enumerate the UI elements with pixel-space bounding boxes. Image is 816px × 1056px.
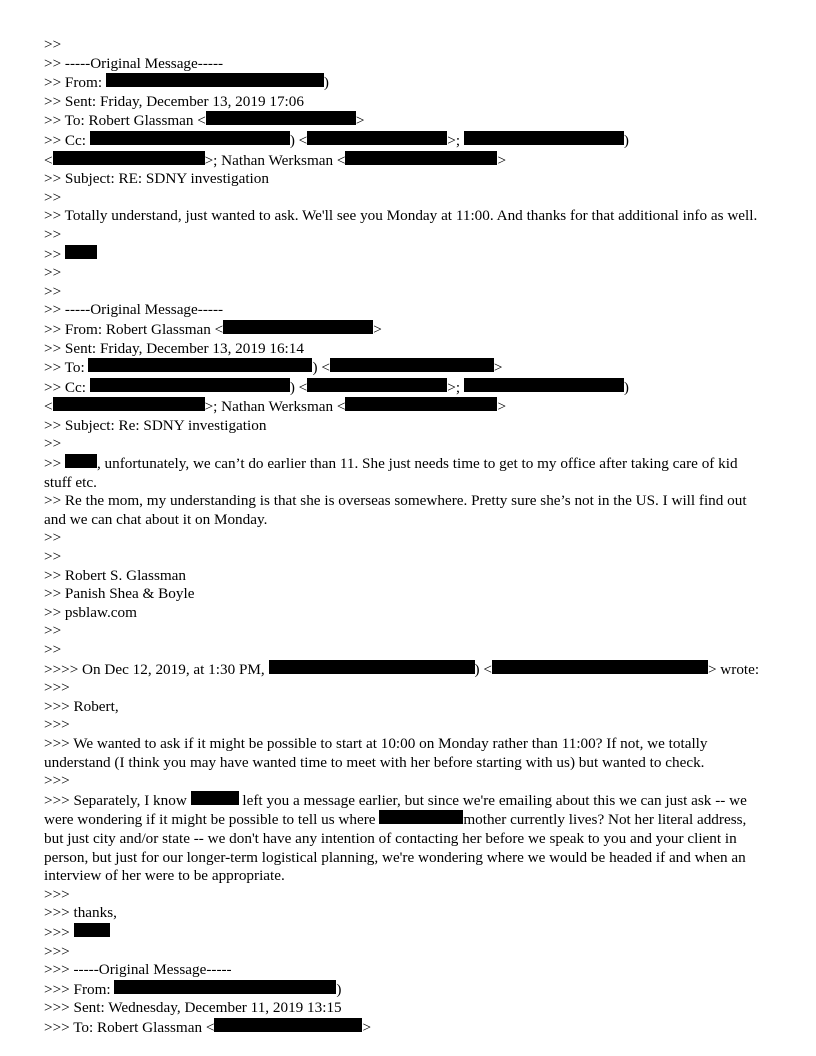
line-text: ) bbox=[336, 980, 342, 998]
line-text: >> bbox=[44, 225, 62, 243]
line-text: , unfortunately, we can’t do earlier than 11. She just needs time to get to my office after taking care of kid stuff etc. bbox=[44, 455, 742, 491]
line-text: >> To: bbox=[44, 359, 89, 377]
line-text: >>> From: bbox=[44, 980, 115, 998]
line-text: ) bbox=[323, 74, 329, 92]
document-line bbox=[44, 358, 768, 378]
document-line bbox=[44, 698, 768, 717]
document-line bbox=[44, 151, 768, 171]
line-text: ) bbox=[623, 378, 629, 396]
document-line bbox=[44, 716, 768, 735]
line-text: >>>> On Dec 12, 2019, at 1:30 PM, bbox=[44, 660, 269, 678]
document-line bbox=[44, 36, 768, 55]
line-text: >>> thanks, bbox=[44, 904, 117, 922]
document-line bbox=[44, 170, 768, 189]
document-line bbox=[44, 111, 768, 131]
line-text: >> bbox=[44, 282, 62, 300]
line-text: >; Nathan Werksman < bbox=[204, 151, 346, 169]
document-line bbox=[44, 492, 768, 529]
line-text: mother currently lives? Not her literal address, but just city and/or state -- we don't have any intention of contacting her before we speak to you and your client in person, but just for our longer-term logistical planning, we're wondering where we would be headed if and when an interview of her were to be appropriate. bbox=[44, 811, 751, 885]
line-text: >> psblaw.com bbox=[44, 603, 137, 621]
document-line bbox=[44, 264, 768, 283]
document-line bbox=[44, 93, 768, 112]
line-text: >>> bbox=[44, 923, 74, 941]
line-text: < bbox=[44, 151, 53, 169]
redaction-box bbox=[492, 660, 708, 674]
redaction-box bbox=[307, 378, 447, 392]
document-line bbox=[44, 791, 768, 886]
document-line bbox=[44, 283, 768, 302]
redaction-box bbox=[65, 454, 97, 468]
redaction-box bbox=[90, 131, 290, 145]
redaction-box bbox=[307, 131, 447, 145]
line-text: ) < bbox=[289, 131, 308, 149]
document-line bbox=[44, 679, 768, 698]
redaction-box bbox=[74, 923, 110, 937]
document-line bbox=[44, 529, 768, 548]
redaction-box bbox=[223, 320, 373, 334]
document-line bbox=[44, 1018, 768, 1038]
line-text: >>> To: Robert Glassman < bbox=[44, 1018, 215, 1036]
document-line bbox=[44, 73, 768, 93]
document-line bbox=[44, 55, 768, 74]
redaction-box bbox=[464, 131, 624, 145]
line-text: >> bbox=[44, 455, 65, 473]
redaction-box bbox=[214, 1018, 362, 1032]
document-line bbox=[44, 320, 768, 340]
line-text: > wrote: bbox=[707, 660, 760, 678]
redaction-box bbox=[379, 810, 463, 824]
line-text: ) < bbox=[312, 359, 330, 377]
line-text: >>> bbox=[44, 942, 70, 960]
line-text: >> bbox=[44, 245, 65, 263]
line-text: > bbox=[362, 1018, 372, 1036]
document-line bbox=[44, 585, 768, 604]
line-text: >> Cc: bbox=[44, 131, 90, 149]
line-text: >> Re the mom, my understanding is that she is overseas somewhere. Pretty sure she’s not in the US. I will find out and we can chat about it on Monday. bbox=[44, 492, 751, 528]
document-line bbox=[44, 735, 768, 772]
document-line bbox=[44, 226, 768, 245]
line-text: > bbox=[493, 359, 503, 377]
line-text: >> -----Original Message----- bbox=[44, 54, 224, 72]
line-text: >> To: Robert Glassman < bbox=[44, 112, 206, 130]
line-text: >> Subject: Re: SDNY investigation bbox=[44, 416, 267, 434]
line-text: >>> Robert, bbox=[44, 697, 119, 715]
document-line bbox=[44, 207, 768, 226]
line-text: >; bbox=[447, 131, 464, 149]
line-text: >>> We wanted to ask if it might be possible to start at 10:00 on Monday rather than 11:00? If not, we totally understand (I think you may have wanted time to meet with her before starting with us) but wanted to check. bbox=[44, 734, 712, 771]
document-line bbox=[44, 417, 768, 436]
document-line bbox=[44, 548, 768, 567]
line-text: >> bbox=[44, 641, 62, 658]
line-text: >> -----Original Message----- bbox=[44, 301, 224, 319]
line-text: >> From: bbox=[44, 74, 106, 92]
document-line bbox=[44, 961, 768, 980]
document-line bbox=[44, 131, 768, 151]
document-line bbox=[44, 999, 768, 1018]
document-line bbox=[44, 604, 768, 623]
document-line bbox=[44, 622, 768, 641]
line-text: ) bbox=[623, 131, 629, 149]
redaction-box bbox=[90, 378, 290, 392]
document-line bbox=[44, 397, 768, 417]
line-text: >>> bbox=[44, 679, 70, 697]
document-line bbox=[44, 641, 768, 660]
redaction-box bbox=[65, 245, 97, 259]
document-line bbox=[44, 435, 768, 454]
line-text: >> bbox=[44, 435, 62, 453]
line-text: > bbox=[497, 398, 507, 416]
document-line bbox=[44, 772, 768, 791]
line-text: >>> -----Original Message----- bbox=[44, 961, 232, 979]
redaction-box bbox=[53, 397, 205, 411]
line-text: >>> Sent: Wednesday, December 11, 2019 13:15 bbox=[44, 999, 342, 1017]
line-text: >; Nathan Werksman < bbox=[204, 398, 346, 416]
line-text: >>> Separately, I know bbox=[44, 791, 191, 809]
line-text: >>> bbox=[44, 772, 70, 790]
line-text: < bbox=[44, 398, 53, 416]
redaction-box bbox=[206, 111, 356, 125]
redaction-box bbox=[345, 397, 497, 411]
document-line bbox=[44, 923, 768, 943]
redaction-box bbox=[106, 73, 324, 87]
redaction-box bbox=[345, 151, 497, 165]
line-text: ) < bbox=[289, 378, 308, 396]
document-line bbox=[44, 340, 768, 359]
document-line bbox=[44, 567, 768, 586]
line-text: >> bbox=[44, 548, 62, 566]
document-line bbox=[44, 943, 768, 962]
document-line bbox=[44, 245, 768, 265]
line-text: ) < bbox=[474, 660, 492, 678]
document-line bbox=[44, 189, 768, 208]
line-text: >> bbox=[44, 529, 62, 547]
line-text: >> Sent: Friday, December 13, 2019 17:06 bbox=[44, 92, 304, 110]
line-text: >> bbox=[44, 188, 62, 206]
line-text: left you a message earlier, but since we're emailing about this we can just ask -- we were wondering if it might be possible to tell us where bbox=[44, 791, 751, 829]
line-text: > bbox=[373, 320, 382, 338]
document-line bbox=[44, 904, 768, 923]
line-text: >>> bbox=[44, 885, 70, 903]
redaction-box bbox=[53, 151, 205, 165]
line-text: >> Cc: bbox=[44, 378, 90, 396]
document-line bbox=[44, 454, 768, 492]
redaction-box bbox=[88, 358, 312, 372]
document-line bbox=[44, 660, 768, 680]
line-text: >> Subject: RE: SDNY investigation bbox=[44, 170, 269, 188]
document-line bbox=[44, 980, 768, 1000]
line-text: >; bbox=[447, 378, 464, 396]
line-text: >> bbox=[44, 264, 62, 282]
redaction-box bbox=[330, 358, 494, 372]
line-text: >>> bbox=[44, 716, 70, 734]
line-text: >> From: Robert Glassman < bbox=[44, 320, 224, 338]
redaction-box bbox=[191, 791, 239, 805]
line-text: >> Robert S. Glassman bbox=[44, 566, 186, 584]
redaction-box bbox=[464, 378, 624, 392]
document-line bbox=[44, 378, 768, 398]
email-thread-body bbox=[44, 36, 768, 1037]
line-text: > bbox=[355, 112, 365, 130]
line-text: > bbox=[497, 151, 507, 169]
redaction-box bbox=[114, 980, 336, 994]
document-line bbox=[44, 886, 768, 905]
redaction-box bbox=[269, 660, 475, 674]
line-text: >> Panish Shea & Boyle bbox=[44, 585, 195, 603]
line-text: >> bbox=[44, 36, 62, 53]
line-text: >> Sent: Friday, December 13, 2019 16:14 bbox=[44, 339, 304, 357]
line-text: >> bbox=[44, 622, 62, 640]
document-line bbox=[44, 301, 768, 320]
line-text: >> Totally understand, just wanted to ask. We'll see you Monday at 11:00. And thanks for that additional info as well. bbox=[44, 207, 758, 225]
